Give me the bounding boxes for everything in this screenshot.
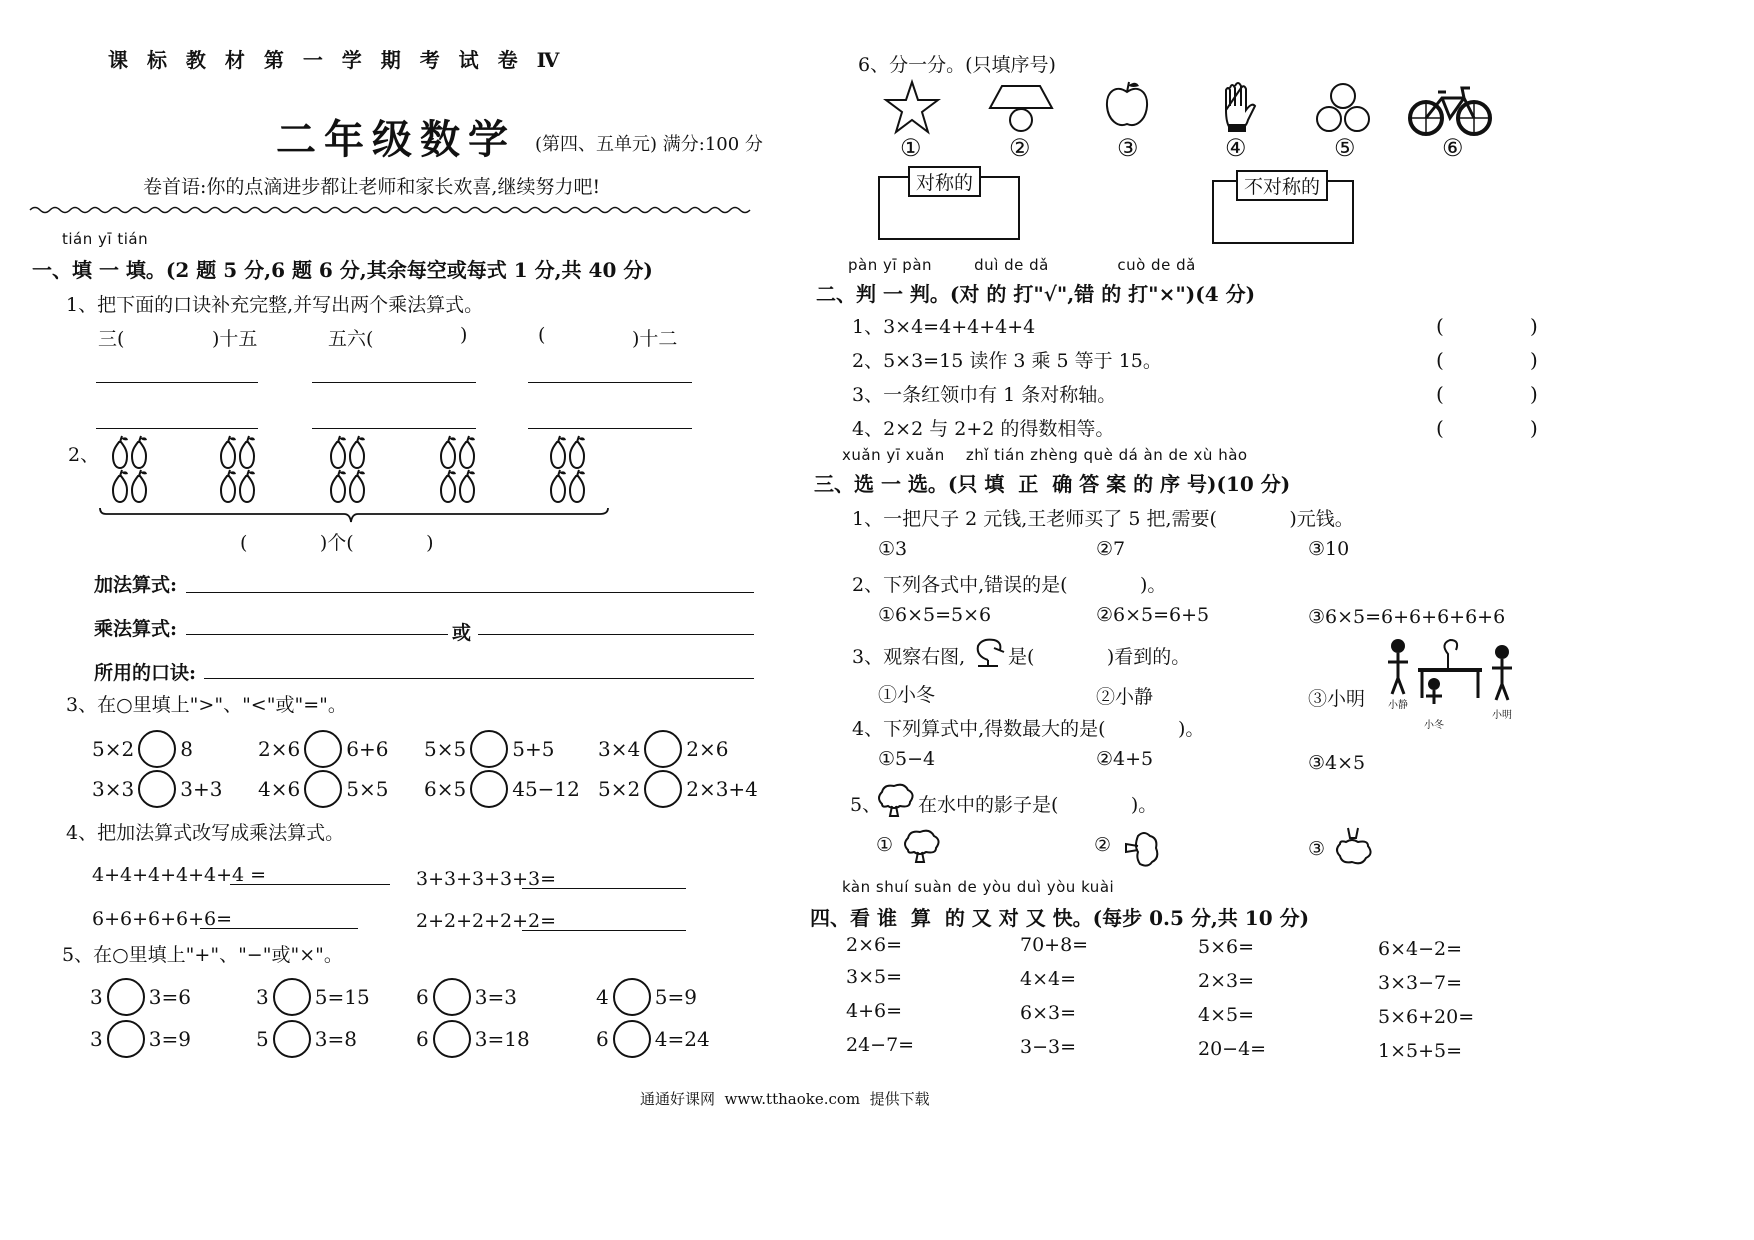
judge-paren-open[interactable]: ( (1436, 382, 1444, 406)
q5-item: 4 5=9 (596, 978, 697, 1016)
choice-option[interactable]: ②小静 (1096, 686, 1154, 708)
choice-option[interactable]: ③10 (1308, 538, 1350, 560)
choice-option[interactable]: ②6×5=6+5 (1096, 604, 1210, 626)
q3-item: 4×6 5×5 (258, 770, 388, 808)
calc-item[interactable]: 6×3= (1020, 1002, 1077, 1024)
q1-answer-line[interactable] (96, 382, 258, 383)
compare-circle[interactable] (644, 730, 682, 768)
tree-inverted-icon (1332, 826, 1374, 868)
q1-answer-line[interactable] (96, 428, 258, 429)
shape-number: ④ (1225, 134, 1247, 162)
q6-prompt: 6、分一分。(只填序号) (858, 54, 1056, 76)
compare-circle[interactable] (138, 770, 176, 808)
apple-icon (1104, 80, 1150, 130)
q5-prompt: 5、在○里填上"+"、"−"或"×"。 (62, 944, 343, 966)
choice-option[interactable]: ①6×5=5×6 (878, 604, 992, 626)
section2-title: 二、判 一 判。(对 的 打"√",错 的 打"×")(4 分) (816, 282, 1256, 306)
bicycle-icon (1408, 86, 1492, 138)
q1-answer-line[interactable] (312, 382, 476, 383)
q2-add-answer-line[interactable] (186, 592, 754, 593)
judge-item: 1、3×4=4+4+4+4 (852, 316, 1036, 338)
choice-q1-prompt: 1、一把尺子 2 元钱,王老师买了 5 把,需要( )元钱。 (852, 508, 1354, 530)
calc-item[interactable]: 3−3= (1020, 1036, 1077, 1058)
q1-rhyme-2-end: ) (460, 324, 468, 346)
q4-item: 6+6+6+6+6= (92, 908, 233, 930)
q2-mul-label: 乘法算式: (94, 618, 178, 640)
judge-item: 4、2×2 与 2+2 的得数相等。 (852, 418, 1115, 440)
glove-icon (1218, 80, 1258, 134)
judge-paren-open[interactable]: ( (1436, 416, 1444, 440)
calc-item[interactable]: 6×4−2= (1378, 938, 1463, 960)
tree-icon (874, 782, 916, 818)
q3-item: 6×5 45−12 (424, 770, 580, 808)
trapezoid-circle-icon (988, 84, 1054, 134)
lamp-icon (972, 636, 1006, 670)
compare-circle[interactable] (304, 730, 342, 768)
judge-paren-close: ) (1530, 314, 1538, 338)
figure-label: 小静 (1388, 700, 1408, 711)
q1-rhyme-3-end: )十二 (632, 328, 678, 350)
operator-circle[interactable] (613, 978, 651, 1016)
q1-rhyme-2-start: 五六( (328, 328, 374, 350)
figure-label: 小冬 (1424, 720, 1444, 731)
judge-item: 3、一条红领巾有 1 条对称轴。 (852, 384, 1117, 406)
q2-bracket-text: ( )个( ) (240, 532, 434, 554)
choice-option[interactable]: ①3 (878, 538, 908, 560)
q1-answer-line[interactable] (528, 382, 692, 383)
operator-circle[interactable] (107, 1020, 145, 1058)
q4-answer-line[interactable] (522, 888, 686, 889)
compare-circle[interactable] (304, 770, 342, 808)
symmetric-box-label: 对称的 (908, 166, 981, 197)
compare-circle[interactable] (644, 770, 682, 808)
calc-item[interactable]: 1×5+5= (1378, 1040, 1463, 1062)
judge-paren-close: ) (1530, 348, 1538, 372)
q1-answer-line[interactable] (528, 428, 692, 429)
choice-q3-prompt-b: 是( )看到的。 (1008, 646, 1191, 668)
shape-number: ⑤ (1334, 134, 1356, 162)
section1-title: 一、填 一 填。(2 题 5 分,6 题 6 分,其余每空或每式 1 分,共 40 分) (32, 258, 653, 282)
q1-rhyme-1-end: )十五 (212, 328, 258, 350)
shape-number: ② (1009, 134, 1031, 162)
choice-option[interactable]: ②7 (1096, 538, 1126, 560)
tree-upright-icon (900, 826, 942, 866)
q5-item: 3 3=9 (90, 1020, 191, 1058)
q4-item: 2+2+2+2+2= (416, 910, 557, 932)
q5-item: 5 3=8 (256, 1020, 357, 1058)
q5-item: 3 3=6 (90, 978, 191, 1016)
choice-q3-prompt-a: 3、观察右图, (852, 646, 966, 668)
calc-item[interactable]: 20−4= (1198, 1038, 1267, 1060)
q4-answer-line[interactable] (230, 884, 390, 885)
footer-credit: 通通好课网 www.tthaoke.com 提供下载 (640, 1090, 930, 1108)
section4-title: 四、看 谁 算 的 又 对 又 快。(每步 0.5 分,共 10 分) (810, 906, 1310, 930)
q1-rhyme-3-start: ( (538, 324, 546, 346)
choice-option[interactable]: ①小冬 (878, 684, 936, 706)
compare-circle[interactable] (470, 730, 508, 768)
choice-q5-prompt-b: 在水中的影子是( )。 (918, 794, 1158, 816)
star-icon (884, 80, 940, 136)
choice-option[interactable]: ① (876, 834, 894, 856)
q2-mul-answer-line[interactable] (186, 634, 448, 635)
compare-circle[interactable] (138, 730, 176, 768)
choice-q2-prompt: 2、下列各式中,错误的是( )。 (852, 574, 1167, 596)
exam-scope: (第四、五单元) 满分:100 分 (535, 134, 763, 155)
choice-option[interactable]: ③ (1308, 838, 1326, 860)
q3-item: 3×3 3+3 (92, 770, 222, 808)
q3-item: 3×4 2×6 (598, 730, 728, 768)
q4-answer-line[interactable] (522, 930, 686, 931)
operator-circle[interactable] (273, 978, 311, 1016)
section2-pinyin: pàn yī pàn duì de dǎ cuò de dǎ (848, 256, 1196, 274)
choice-option[interactable]: ③小明 (1308, 688, 1366, 710)
section4-pinyin: kàn shuí suàn de yòu duì yòu kuài (842, 878, 1115, 896)
choice-option[interactable]: ③6×5=6+6+6+6+6 (1308, 606, 1506, 628)
wavy-divider (30, 204, 760, 216)
choice-option[interactable]: ② (1094, 834, 1112, 856)
q3-prompt: 3、在○里填上">"、"<"或"="。 (66, 694, 347, 716)
choice-q4-prompt: 4、下列算式中,得数最大的是( )。 (852, 718, 1205, 740)
q2-or-label: 或 (452, 622, 472, 644)
q2-add-label: 加法算式: (94, 574, 178, 596)
compare-circle[interactable] (470, 770, 508, 808)
q2-number: 2、 (68, 444, 100, 466)
exam-title: 课 标 教 材 第 一 学 期 考 试 卷 Ⅳ (108, 48, 566, 72)
q3-item: 5×2 8 (92, 730, 193, 768)
tree-sideways-icon (1120, 828, 1166, 868)
q1-rhyme-1-start: 三( (98, 328, 125, 350)
subject-title: 二年级数学 (276, 116, 516, 163)
operator-circle[interactable] (107, 978, 145, 1016)
q4-answer-line[interactable] (200, 928, 358, 929)
q5-item: 6 3=18 (416, 1020, 530, 1058)
choice-option[interactable]: ①5−4 (878, 748, 936, 770)
choice-option[interactable]: ②4+5 (1096, 748, 1154, 770)
q5-item: 3 5=15 (256, 978, 370, 1016)
operator-circle[interactable] (433, 1020, 471, 1058)
judge-item: 2、5×3=15 读作 3 乘 5 等于 15。 (852, 350, 1162, 372)
q3-item: 5×5 5+5 (424, 730, 554, 768)
figure-label: 小明 (1492, 710, 1512, 721)
calc-item[interactable]: 4×4= (1020, 968, 1077, 990)
q3-item: 2×6 6+6 (258, 730, 388, 768)
q5-item: 6 4=24 (596, 1020, 710, 1058)
calc-item[interactable]: 70+8= (1020, 934, 1089, 956)
three-circles-icon (1314, 82, 1372, 134)
shape-number: ③ (1117, 134, 1139, 162)
q4-item: 3+3+3+3+3= (416, 868, 557, 890)
calc-item[interactable]: 4×5= (1198, 1004, 1255, 1026)
calc-item[interactable]: 3×5= (846, 966, 903, 988)
q2-rhyme-label: 所用的口诀: (94, 662, 197, 684)
judge-paren-close: ) (1530, 382, 1538, 406)
q5-item: 6 3=3 (416, 978, 517, 1016)
section3-title: 三、选 一 选。(只 填 正 确 答 案 的 序 号)(10 分) (814, 472, 1291, 496)
operator-circle[interactable] (613, 1020, 651, 1058)
shape-number: ① (900, 134, 922, 162)
q2-rhyme-answer-line[interactable] (204, 678, 754, 679)
operator-circle[interactable] (433, 978, 471, 1016)
judge-paren-open[interactable]: ( (1436, 314, 1444, 338)
q4-prompt: 4、把加法算式改写成乘法算式。 (66, 822, 345, 844)
choice-q5-prompt-a: 5、 (850, 794, 882, 816)
operator-circle[interactable] (273, 1020, 311, 1058)
motto: 卷首语:你的点滴进步都让老师和家长欢喜,继续努力吧! (143, 176, 601, 198)
q2-mul-answer-line-2[interactable] (478, 634, 754, 635)
calc-item[interactable]: 24−7= (846, 1034, 915, 1056)
calc-item[interactable]: 4+6= (846, 1000, 903, 1022)
q4-item: 4+4+4+4+4+4 = (92, 864, 267, 886)
calc-item[interactable]: 5×6= (1198, 936, 1255, 958)
q3-item: 5×2 2×3+4 (598, 770, 758, 808)
judge-paren-open[interactable]: ( (1436, 348, 1444, 372)
judge-paren-close: ) (1530, 416, 1538, 440)
section1-pinyin: tián yī tián (62, 230, 149, 248)
calc-item[interactable]: 2×3= (1198, 970, 1255, 992)
q1-prompt: 1、把下面的口诀补充完整,并写出两个乘法算式。 (66, 294, 484, 316)
calc-item[interactable]: 2×6= (846, 934, 903, 956)
choice-option[interactable]: ③4×5 (1308, 752, 1366, 774)
q1-answer-line[interactable] (312, 428, 476, 429)
calc-item[interactable]: 3×3−7= (1378, 972, 1463, 994)
asymmetric-box-label: 不对称的 (1236, 170, 1328, 201)
section3-pinyin: xuǎn yī xuǎn zhǐ tián zhèng què dá àn de xù hào (842, 446, 1248, 464)
pears-illustration (100, 434, 620, 528)
calc-item[interactable]: 5×6+20= (1378, 1006, 1475, 1028)
shape-number: ⑥ (1442, 134, 1464, 162)
